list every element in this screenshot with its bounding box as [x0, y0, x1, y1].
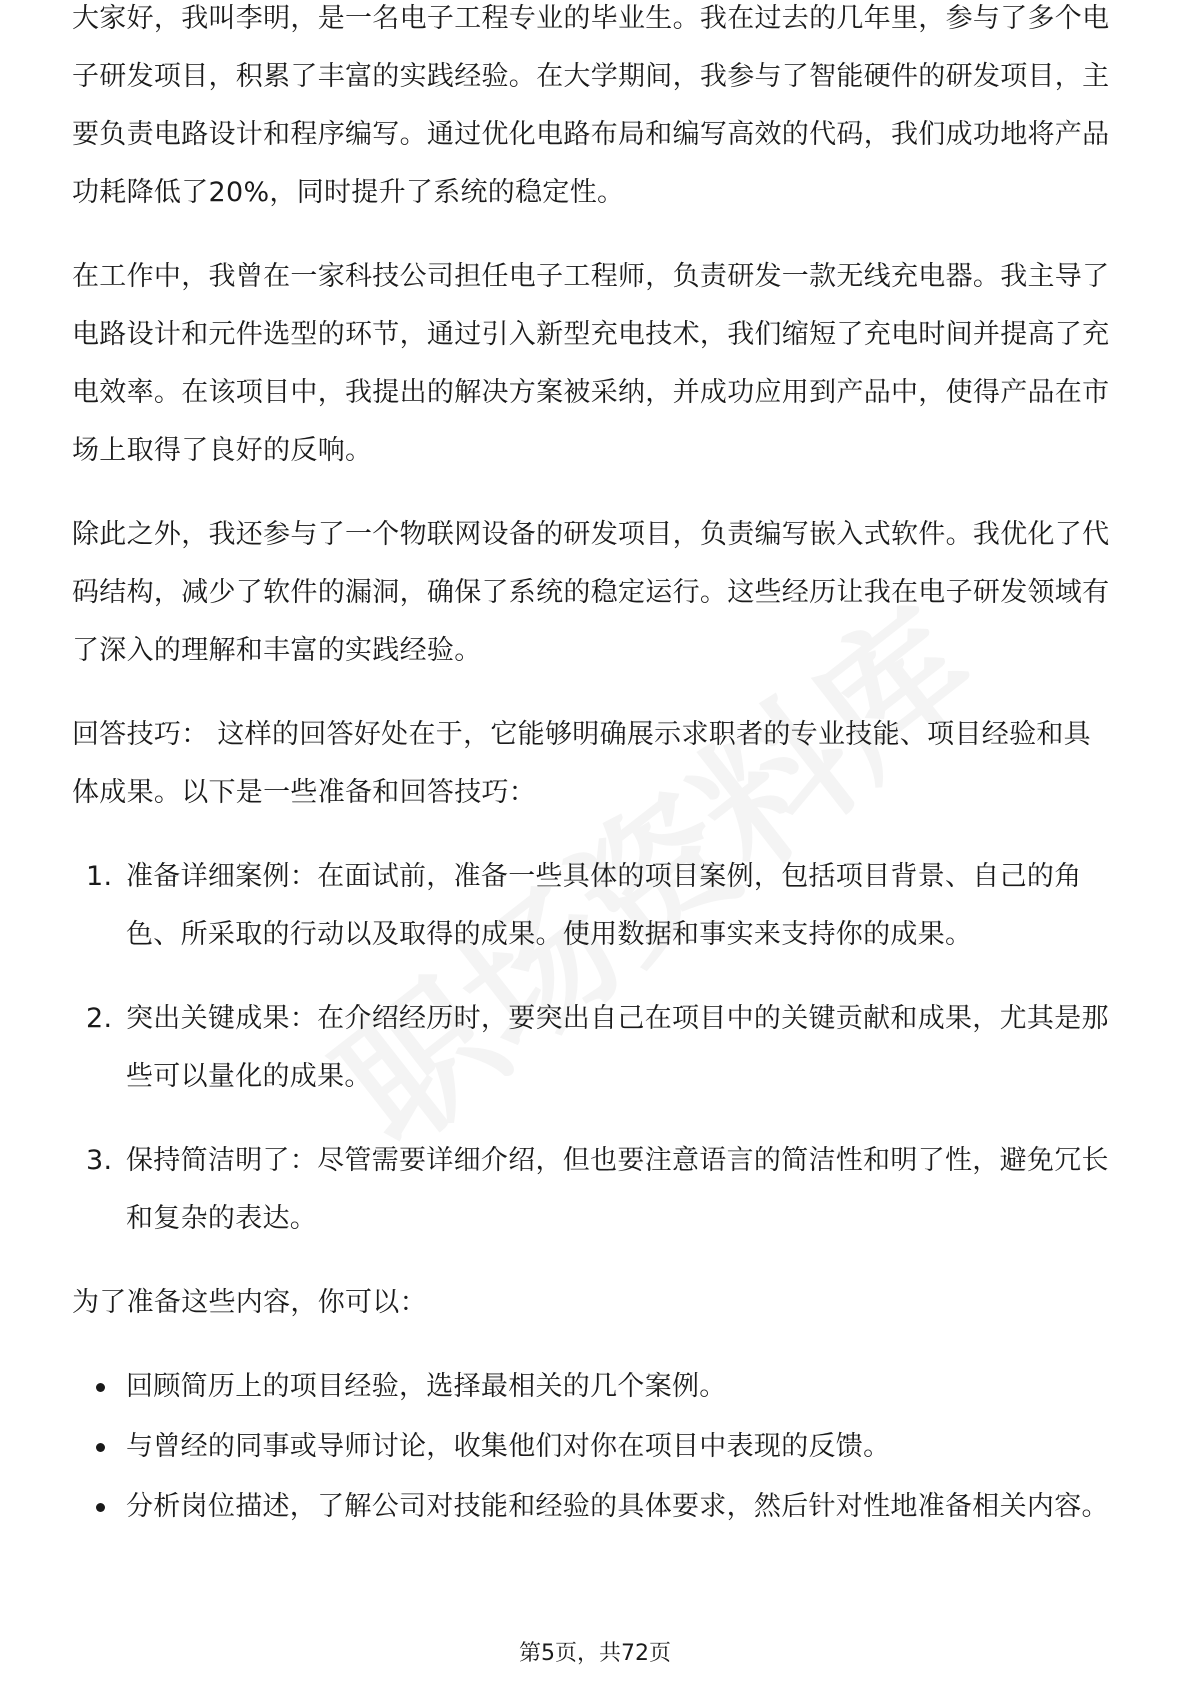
list-item	[72, 1358, 1118, 1416]
list-item-text: 与曾经的同事或导师讨论，收集他们对你在项目中表现的反馈。	[126, 1431, 891, 1462]
paragraph-answer-tips: 回答技巧： 这样的回答好处在于，它能够明确展示求职者的专业技能、项目经验和具体成果。以下是一些准备和回答技巧：	[72, 719, 1091, 808]
page-number-footer: 第5页，共72页	[519, 1641, 671, 1666]
list-number: 2.	[86, 1003, 113, 1034]
bullet-icon	[96, 1383, 105, 1392]
list-number: 1.	[86, 861, 113, 892]
list-item	[72, 1478, 1118, 1536]
list-item-text: 分析岗位描述，了解公司对技能和经验的具体要求，然后针对性地准备相关内容。	[126, 1491, 1109, 1522]
document-body	[72, 3, 1118, 1538]
list-item	[72, 1132, 1118, 1248]
bullet-prep-list	[72, 1358, 1118, 1536]
list-item-text: 回顾简历上的项目经验，选择最相关的几个案例。	[126, 1371, 727, 1402]
list-item-text: 突出关键成果：在介绍经历时，要突出自己在项目中的关键贡献和成果，尤其是那些可以量化的成果。	[126, 1003, 1109, 1092]
bullet-icon	[96, 1503, 105, 1512]
bullet-icon	[96, 1443, 105, 1452]
paragraph-work-experience: 在工作中，我曾在一家科技公司担任电子工程师，负责研发一款无线充电器。我主导了电路设计和元件选型的环节，通过引入新型充电技术，我们缩短了充电时间并提高了充电效率。在该项目中，我提出的解决方案被采纳，并成功应用到产品中，使得产品在市场上取得了良好的反响。	[72, 261, 1110, 466]
paragraph-intro: 大家好，我叫李明，是一名电子工程专业的毕业生。我在过去的几年里，参与了多个电子研发项目，积累了丰富的实践经验。在大学期间，我参与了智能硬件的研发项目，主要负责电路设计和程序编写。通过优化电路布局和编写高效的代码，我们成功地将产品功耗降低了20%，同时提升了系统的稳定性。	[72, 3, 1110, 208]
numbered-tips-list	[72, 848, 1118, 1248]
list-item	[72, 1418, 1118, 1476]
list-item-text: 准备详细案例：在面试前，准备一些具体的项目案例，包括项目背景、自己的角色、所采取的行动以及取得的成果。使用数据和事实来支持你的成果。	[126, 861, 1082, 950]
paragraph-prep-intro: 为了准备这些内容，你可以：	[72, 1287, 427, 1318]
list-number: 3.	[86, 1145, 113, 1176]
list-item	[72, 990, 1118, 1106]
list-item-text: 保持简洁明了：尽管需要详细介绍，但也要注意语言的简洁性和明了性，避免冗长和复杂的表达。	[126, 1145, 1109, 1234]
paragraph-iot-project: 除此之外，我还参与了一个物联网设备的研发项目，负责编写嵌入式软件。我优化了代码结构，减少了软件的漏洞，确保了系统的稳定运行。这些经历让我在电子研发领域有了深入的理解和丰富的实践经验。	[72, 519, 1110, 666]
list-item	[72, 848, 1118, 964]
